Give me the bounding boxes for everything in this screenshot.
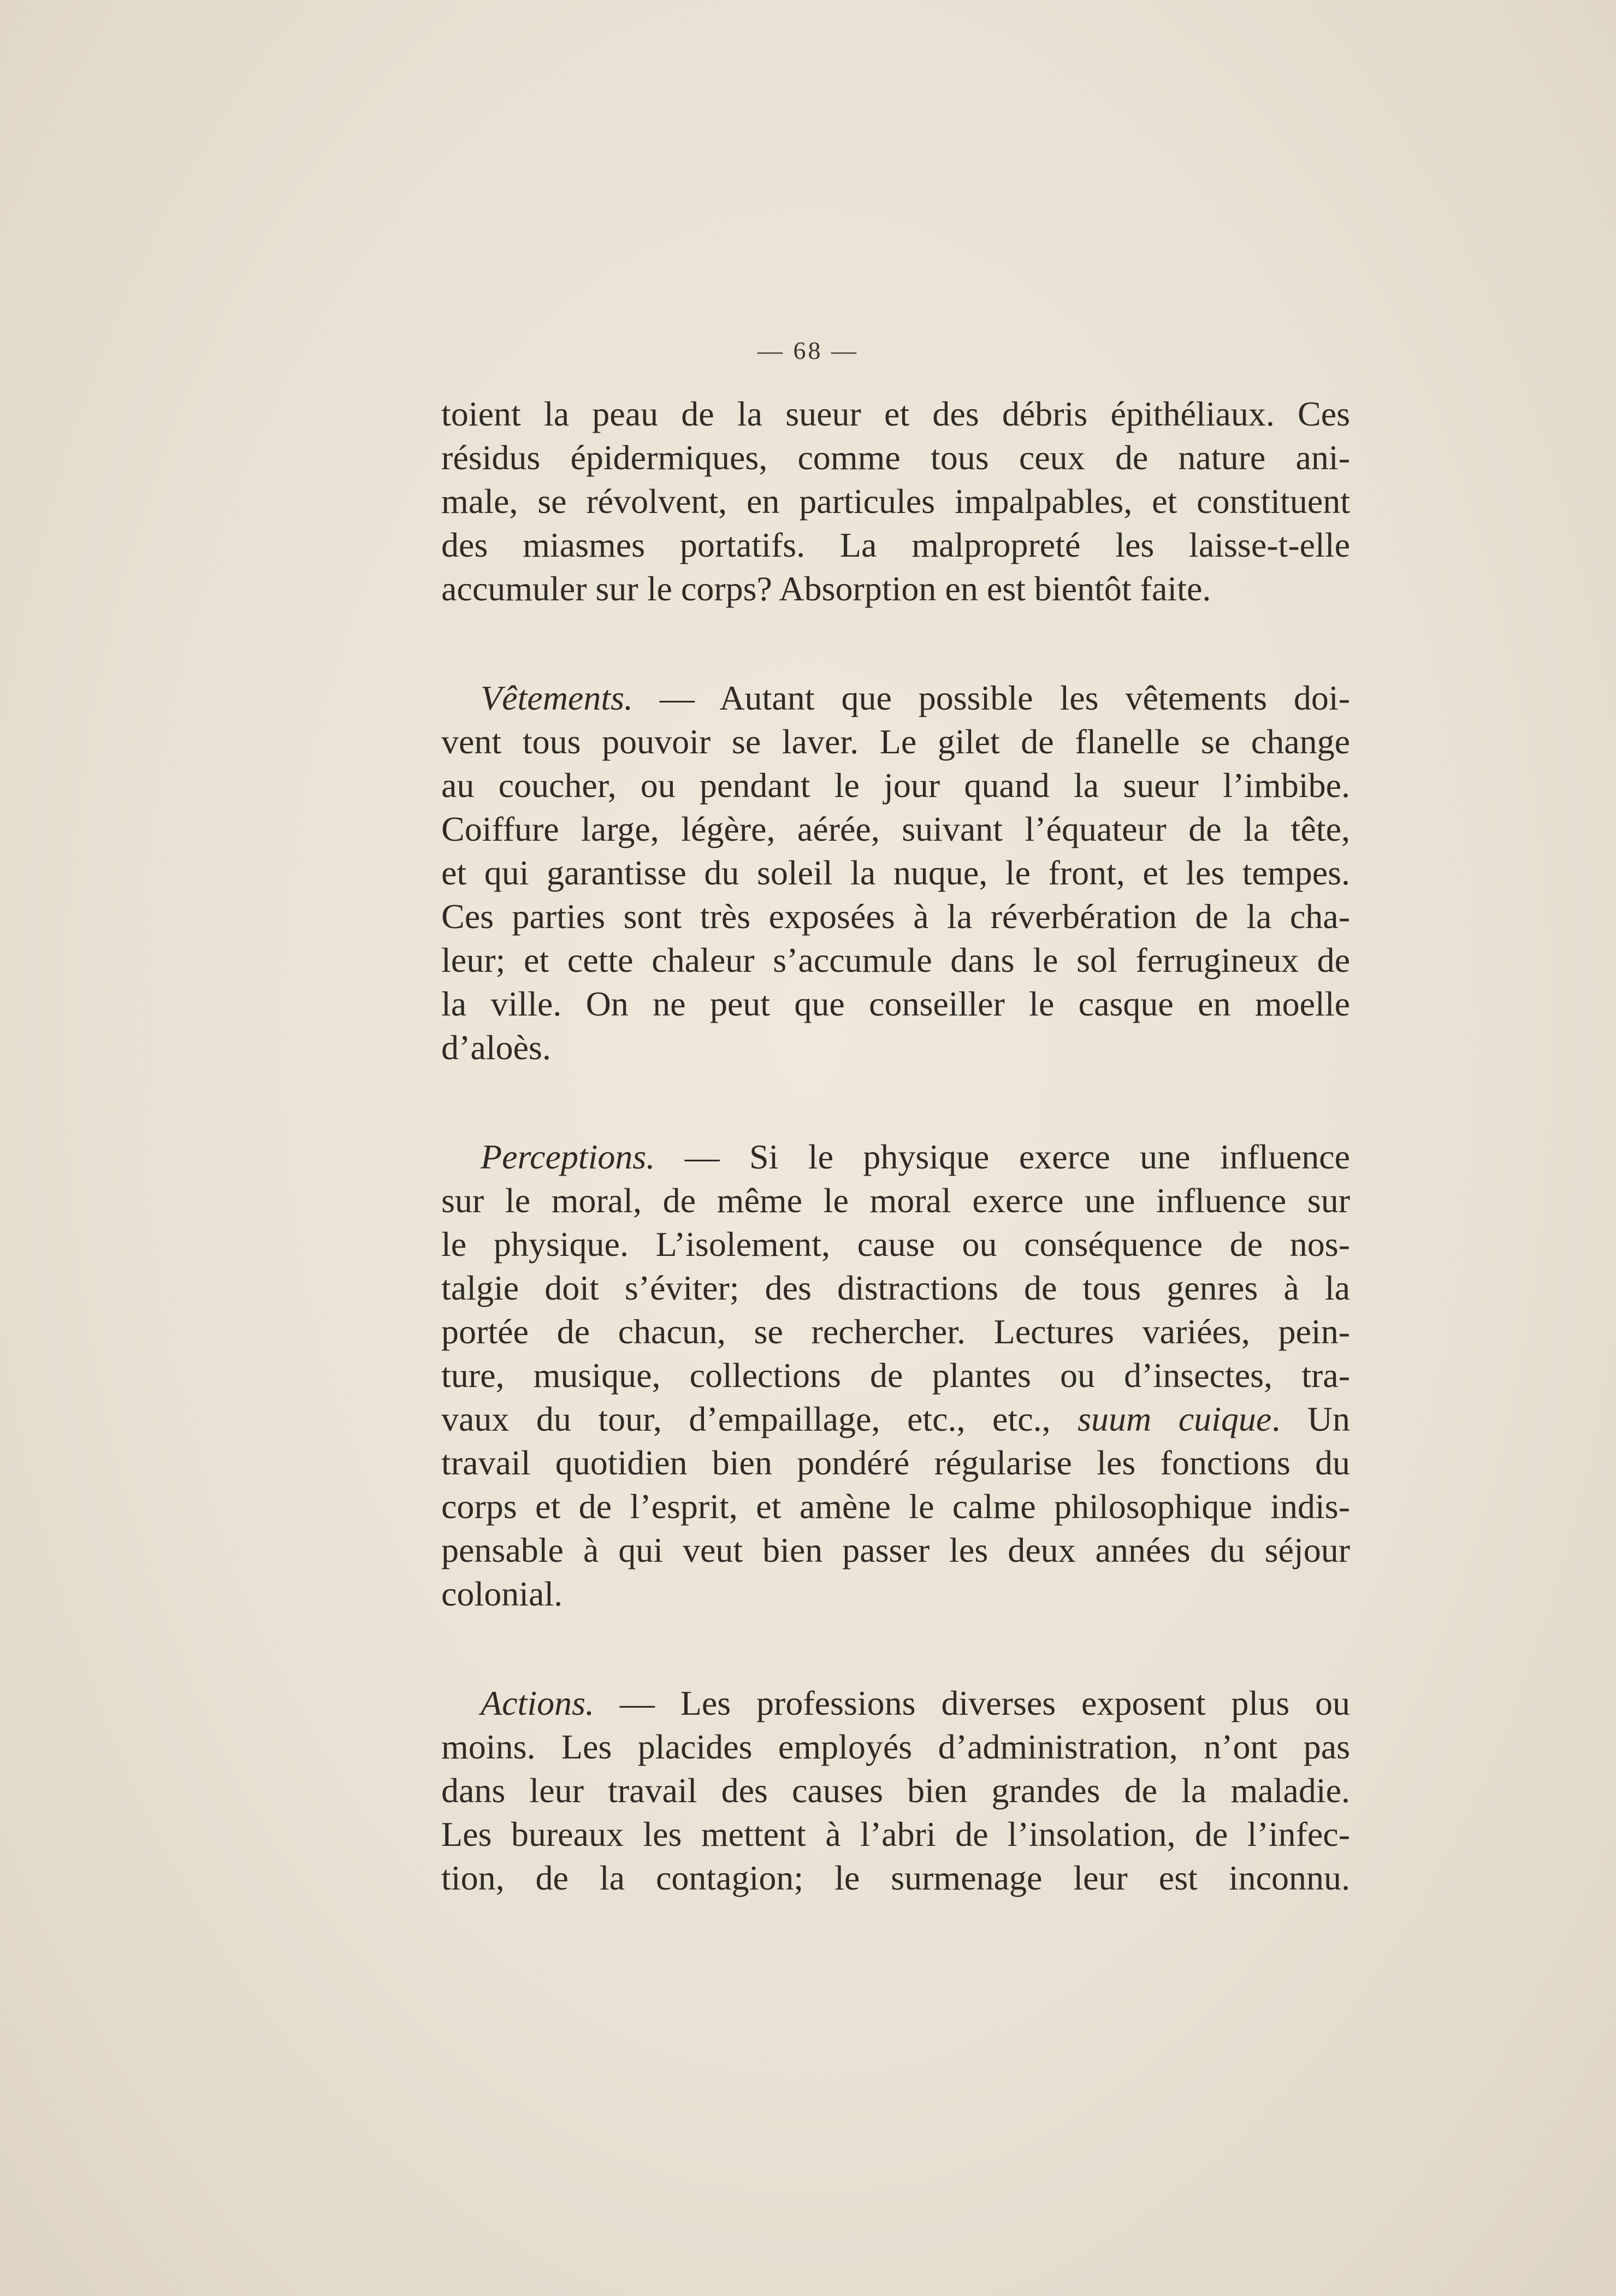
paragraph-vetements	[441, 676, 1350, 1070]
page-number: — 68 —	[757, 337, 859, 364]
paragraph-perceptions	[441, 1135, 1350, 1616]
text-line: leur; et cette chaleur s’accumule dans le sol ferrugineux de	[441, 941, 1350, 979]
text-line: dans leur travail des causes bien grandes de la maladie.	[441, 1771, 1350, 1810]
text-line: d’aloès.	[441, 1028, 551, 1067]
text-line: Les bureaux les mettent à l’abri de l’insolation, de l’infec-	[441, 1815, 1350, 1854]
text-line: accumuler sur le corps? Absorption en est bientôt faite.	[441, 569, 1211, 608]
text-line: Coiffure large, légère, aérée, suivant l’équateur de la tête,	[441, 810, 1350, 848]
text-line: portée de chacun, se rechercher. Lectures variées, pein-	[441, 1312, 1350, 1351]
text-line: toient la peau de la sueur et des débris épithéliaux. Ces	[441, 394, 1350, 433]
text-segment: vaux du tour, d’empaillage, etc., etc.,	[441, 1400, 1078, 1438]
paragraph-continuation	[441, 392, 1350, 611]
heading-continuation: — Autant que possible les vêtements doi-	[633, 678, 1350, 717]
heading-continuation: — Si le physique exerce une influence	[655, 1137, 1350, 1176]
heading-continuation: — Les professions diverses exposent plus ou	[594, 1684, 1350, 1722]
text-line: des miasmes portatifs. La malpropreté les laisse-t-elle	[441, 526, 1350, 564]
section-heading-perceptions: Perceptions.	[481, 1137, 655, 1176]
text-segment: . Un	[1271, 1400, 1350, 1438]
text-line: et qui garantisse du soleil la nuque, le front, et les tempes.	[441, 853, 1350, 892]
text-line: colonial.	[441, 1574, 563, 1613]
text-line: male, se révolvent, en particules impalpables, et constituent	[441, 482, 1350, 521]
text-line	[441, 1135, 1350, 1179]
latin-phrase: suum cuique	[1078, 1400, 1272, 1438]
text-line: au coucher, ou pendant le jour quand la sueur l’imbibe.	[441, 766, 1350, 805]
text-line: sur le moral, de même le moral exerce une influence sur	[441, 1181, 1350, 1220]
section-heading-vetements: Vêtements.	[481, 678, 633, 717]
text-line: résidus épidermiques, comme tous ceux de nature ani-	[441, 438, 1350, 477]
paragraph-actions	[441, 1681, 1350, 1900]
text-line: ture, musique, collections de plantes ou d’insectes, tra-	[441, 1356, 1350, 1395]
text-line: talgie doit s’éviter; des distractions de tous genres à la	[441, 1268, 1350, 1307]
text-line-with-italic	[441, 1397, 1350, 1441]
text-line: tion, de la contagion; le surmenage leur est inconnu.	[441, 1858, 1350, 1897]
text-line	[441, 1681, 1350, 1725]
text-line: moins. Les placides employés d’administration, n’ont pas	[441, 1727, 1350, 1766]
section-heading-actions: Actions.	[481, 1684, 594, 1722]
body-text	[441, 392, 1350, 1900]
text-line	[441, 676, 1350, 720]
text-line: Ces parties sont très exposées à la réverbération de la cha-	[441, 897, 1350, 936]
text-line: le physique. L’isolement, cause ou conséquence de nos-	[441, 1225, 1350, 1264]
text-line: vent tous pouvoir se laver. Le gilet de flanelle se change	[441, 722, 1350, 761]
text-line: corps et de l’esprit, et amène le calme philosophique indis-	[441, 1487, 1350, 1526]
text-line: la ville. On ne peut que conseiller le casque en moelle	[441, 984, 1350, 1023]
text-line: travail quotidien bien pondéré régularise les fonctions du	[441, 1443, 1350, 1482]
text-line: pensable à qui veut bien passer les deux années du séjour	[441, 1531, 1350, 1569]
